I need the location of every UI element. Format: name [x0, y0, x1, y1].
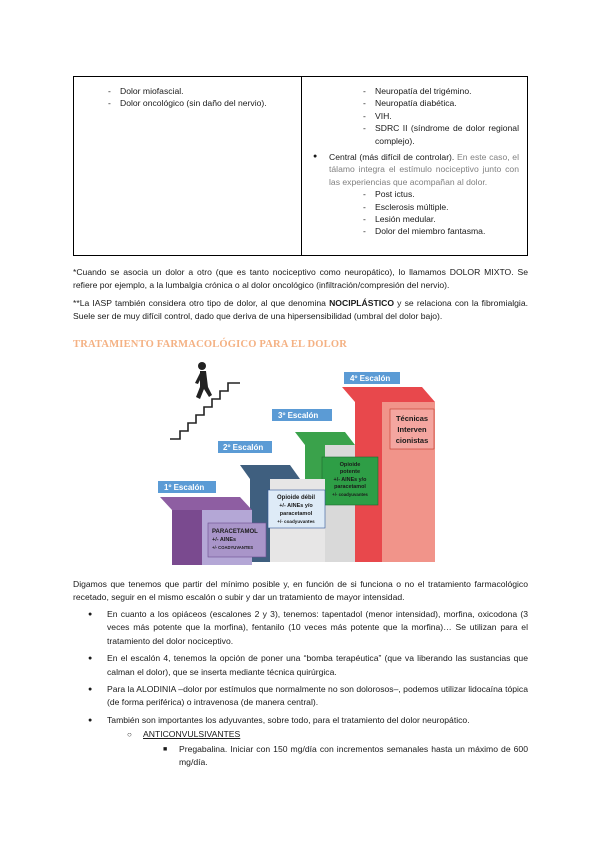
step-1-line: PARACETAMOL — [212, 529, 258, 535]
step-4-line: Técnicas — [395, 414, 429, 423]
step-2-label: 2º Escalón — [223, 443, 264, 452]
iasp-note-post: y se relaciona con la fibromialgia. Suele ser de muy difícil control, dado que deriva de una hipersensibilidad (umbral del dolor bajo). — [73, 298, 529, 322]
bullet-text: También son importantes los adyuvantes, sobre todo, para el tratamiento del dolor neuropático. — [107, 714, 470, 725]
list-item: - Lesión medular. — [357, 213, 519, 225]
central-pain-item — [311, 151, 519, 188]
step-3-line: +/- AINEs y/o — [333, 477, 367, 483]
step-4-label: 4º Escalón — [350, 374, 391, 383]
step-4-line: cionistas — [395, 436, 429, 445]
step-3-line: Opioide — [339, 462, 361, 468]
intro-paragraph: Digamos que tenemos que partir del mínimo posible y, en función de si funciona o no el tratamiento farmacológico recetado, seguir en el mismo escalón o subir y dar un tratamiento de mayor intensidad. — [73, 579, 528, 603]
list-item: - Esclerosis múltiple. — [357, 201, 519, 213]
sub-heading: ANTICONVULSIVANTES — [143, 729, 241, 740]
step-1-line: +/- COADYUVANTES — [212, 545, 253, 550]
step-2-line: Opioide débil — [276, 495, 316, 501]
mixed-pain-note: *Cuando se asocia un dolor a otro (que es tanto nociceptivo como neuropático), lo llamamos DOLOR MIXTO. Se refiere por ejemplo, a la lumbalgia crónica o al dolor oncológico (infiltración/compresión del nervio). — [73, 267, 528, 291]
list-item: ● Para la ALODINIA –dolor por estímulos que normalmente no son dolorosos–, podemos utilizar lidocaína tópica (de forma periférica) o intravenosa (de manera central). — [88, 684, 528, 708]
table-right-cell — [329, 85, 519, 238]
bullet-text: En cuanto a los opiáceos (escalones 2 y 3), tenemos: tapentadol (menor intensidad), morfina, oxicodona (3 veces más potente que la morfina), fentanilo (10 veces más potente que la morfina)… Se utilizan para el tratamiento del dolor nociceptivo. — [107, 609, 528, 646]
step-3-line: +/- coadyuvantes — [332, 492, 368, 497]
list-item: ● En el escalón 4, tenemos la opción de poner una “bomba terapéutica” (que va liberando las sustancias que calman el dolor), que se inserta mediante técnica quirúrgica. — [88, 653, 528, 677]
pain-types-table — [73, 76, 528, 256]
step-2-line: +/- coadyuvantes — [277, 519, 315, 524]
list-item: - Dolor miofascial. — [102, 85, 292, 97]
step-2-line: +/- AINEs y/o — [279, 503, 313, 509]
step-3-label: 3º Escalón — [278, 411, 319, 420]
treatment-bullets — [73, 608, 528, 769]
bullet-text: En el escalón 4, tenemos la opción de poner una “bomba terapéutica” (que va liberando las sustancias que calman el dolor), que se inserta mediante técnica quirúrgica. — [107, 653, 528, 677]
table-left-cell — [102, 85, 292, 110]
central-pain-note: En este caso, el tálamo integra el estímulo nociceptivo junto con las experiencias que acompañan al dolor. — [329, 152, 519, 187]
step-4-line: Interven — [397, 425, 427, 434]
list-item: - Dolor del miembro fantasma. — [357, 225, 519, 237]
list-item: ● En cuanto a los opiáceos (escalones 2 y 3), tenemos: tapentadol (menor intensidad), morfina, oxicodona (3 veces más potente que la morfina), fentanilo (10 veces más potente que la morfina)… Se utilizan para el tratamiento del dolor nociceptivo. — [88, 609, 528, 646]
sub-list-item: ■ Pregabalina. Iniciar con 150 mg/día con incrementos semanales hasta un máximo de 600 mg/día. — [163, 743, 528, 768]
list-item: - Neuropatía del trigémino. — [357, 85, 519, 97]
iasp-note — [73, 297, 528, 324]
list-item: ● También son importantes los adyuvantes, sobre todo, para el tratamiento del dolor neuropático. — [88, 714, 470, 725]
person-climbing-stairs-icon — [170, 362, 240, 439]
step-1-label: 1º Escalón — [164, 483, 205, 492]
table-column-divider — [301, 77, 302, 255]
step-2-line: paracetamol — [279, 511, 313, 517]
list-item: - Neuropatía diabética. — [357, 97, 519, 109]
list-item: - Post ictus. — [357, 188, 519, 200]
step-1-line: +/- AINEs — [212, 537, 237, 543]
step-3-line: paracetamol — [334, 484, 366, 490]
list-item: - Dolor oncológico (sin daño del nervio). — [102, 97, 292, 109]
list-item: - SDRC II (síndrome de dolor regional complejo). — [357, 122, 519, 147]
bullet-text: Para la ALODINIA –dolor por estímulos que normalmente no son dolorosos–, podemos utilizar lidocaína tópica (de forma periférica) o intravenosa (de manera central). — [107, 684, 528, 708]
analgesic-ladder-figure — [150, 357, 450, 569]
step-1 — [158, 481, 266, 565]
iasp-note-bold: NOCIPLÁSTICO — [329, 298, 395, 308]
section-title: TRATAMIENTO FARMACOLÓGICO PARA EL DOLOR — [73, 339, 348, 350]
iasp-note-pre: **La IASP también considera otro tipo de dolor, al que denomina — [73, 298, 330, 308]
central-pain-label: Central (más difícil de controlar). — [329, 152, 455, 163]
sub-heading-item: ○ ANTICONVULSIVANTES — [127, 729, 241, 740]
sub-item-text: Pregabalina. Iniciar con 150 mg/día con incrementos semanales hasta un máximo de 600 mg/día. — [179, 743, 528, 768]
step-3-line: potente — [339, 469, 361, 475]
list-item: - VIH. — [357, 110, 519, 122]
